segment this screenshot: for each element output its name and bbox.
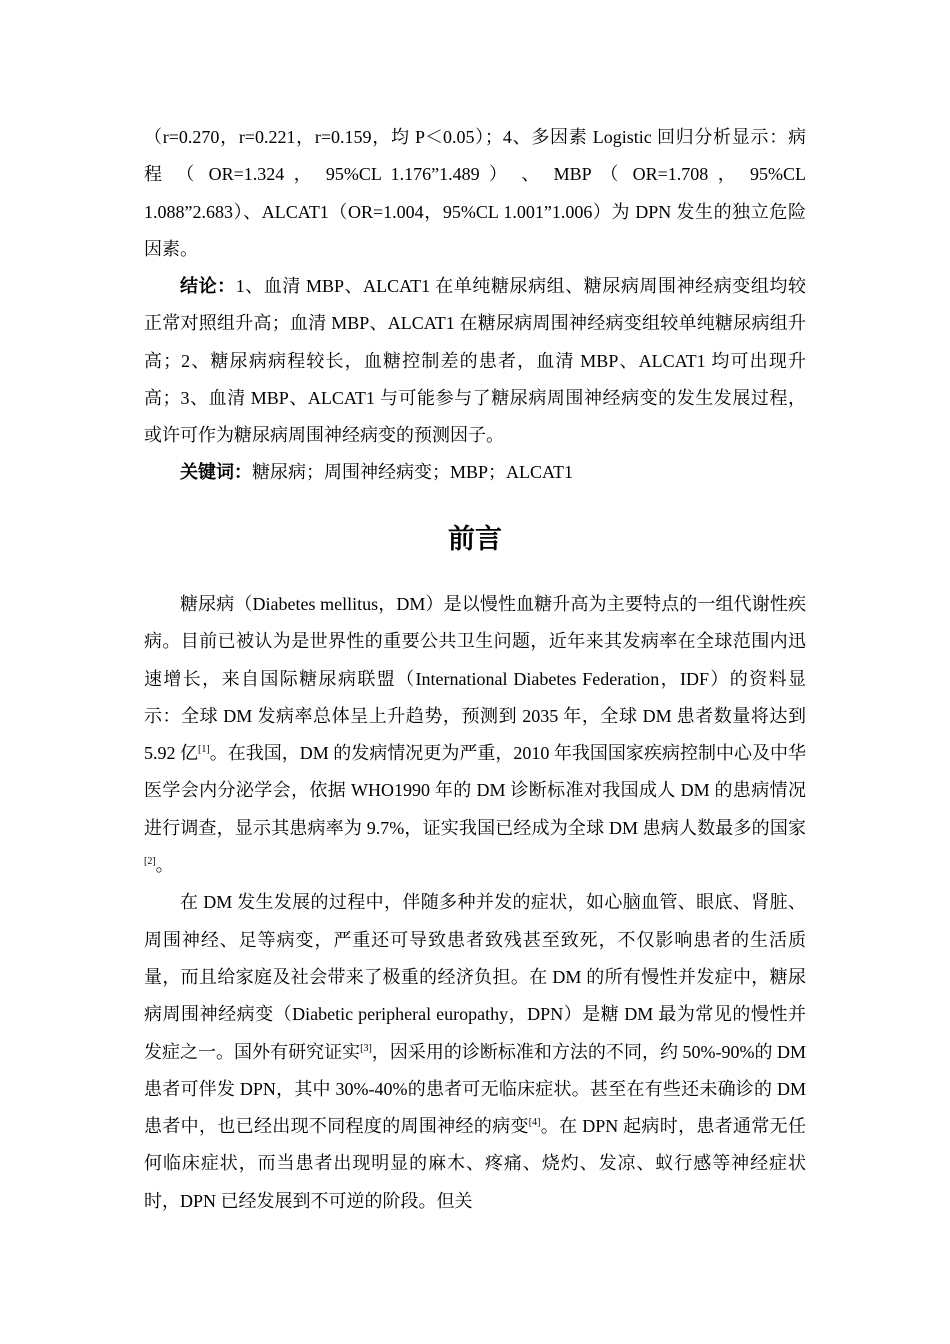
citation-ref-3[interactable]: [3] (360, 1042, 372, 1054)
conclusion-paragraph (144, 268, 806, 454)
abstract-results-text: （r=0.270，r=0.221，r=0.159，均 P＜0.05）；4、多因素 Logistic 回归分析显示：病 程 （ OR=1.324 ， 95%CL 1.176”1.489 ） 、 MBP （ OR=1.708 ， 95%CL 1.088”2.683）、ALCAT1（OR=1.004，95%CL 1.001”1.006）为 DPN 发生的独立危险因素。 (144, 127, 806, 259)
conclusion-label: 结论： (180, 276, 236, 296)
section-heading-preface: 前言 (448, 524, 502, 555)
intro-p1-text-a: 糖尿病（Diabetes mellitus，DM）是以慢性血糖升高为主要特点的一组代谢性疾病。目前已被认为是世界性的重要公共卫生问题，近年来其发病率在全球范围内迅速增长，来自国际糖尿病联盟（International Diabetes Federation，IDF）的资料显示：全球 DM 发病率总体呈上升趋势，预测到 2035 年，全球 DM 患者数量将达到 5.92 亿 (144, 594, 806, 764)
keywords-text: 糖尿病；周围神经病变；MBP；ALCAT1 (252, 462, 574, 482)
abstract-results-paragraph (144, 119, 806, 268)
intro-p2-text-a: 在 DM 发生发展的过程中，伴随多种并发的症状，如心脑血管、眼底、肾脏、周围神经、足等病变，严重还可导致患者致残甚至致死，不仅影响患者的生活质量，而且给家庭及社会带来了极重的经济负担。在 DM 的所有慢性并发症中，糖尿病周围神经病变（Diabetic peripheral europathy，DPN）是糖 DM 最为常见的慢性并发症之一。国外有研究证实 (144, 892, 806, 1062)
keywords-section (144, 454, 806, 491)
intro-paragraph-2 (144, 884, 806, 1220)
citation-ref-4[interactable]: [4] (528, 1117, 541, 1129)
citation-ref-1[interactable]: [1] (198, 744, 210, 756)
keywords-paragraph (144, 454, 806, 491)
keywords-label: 关键词： (180, 462, 252, 482)
intro-p1-text-b: 。在我国，DM 的发病情况更为严重，2010 年我国国家疾病控制中心及中华医学会内分泌学会，依据 WHO1990 年的 DM 诊断标准对我国成人 DM 的患病情况进行调查，显示其患病率为 9.7%，证实我国已经成为全球 DM 患病人数最多的国家 (144, 743, 806, 838)
conclusion-text: 1、血清 MBP、ALCAT1 在单纯糖尿病组、糖尿病周围神经病变组均较正常对照组升高；血清 MBP、ALCAT1 在糖尿病周围神经病变组较单纯糖尿病组升高；2、糖尿病病程较长，血糖控制差的患者，血清 MBP、ALCAT1 均可出现升高；3、血清 MBP、ALCAT1 与可能参与了糖尿病周围神经病变的发生发展过程，或许可作为糖尿病周围神经病变的预测因子。 (144, 276, 806, 446)
conclusion-section (144, 268, 806, 454)
abstract-results-tail (144, 119, 806, 268)
intro-paragraph-1 (144, 586, 806, 884)
introduction-body (144, 586, 806, 1220)
intro-p2-text-b: ，因采用的诊断标准和方法的不同，约 50%-90%的 DM 患者可伴发 DPN，其中 30%-40%的患者可无临床症状。甚至在有些还未确诊的 DM 患者中，也已经出现不同程度的周围神经的病变 (144, 1041, 807, 1137)
intro-p2-text-c: 。在 DPN 起病时，患者通常无任何临床症状，而当患者出现明显的麻木、疼痛、烧灼、发凉、蚁行感等神经症状时，DPN 已经发展到不可逆的阶段。但关 (144, 1116, 807, 1211)
intro-p1-text-c: 。 (155, 855, 174, 876)
citation-ref-2[interactable]: [2] (144, 856, 156, 868)
